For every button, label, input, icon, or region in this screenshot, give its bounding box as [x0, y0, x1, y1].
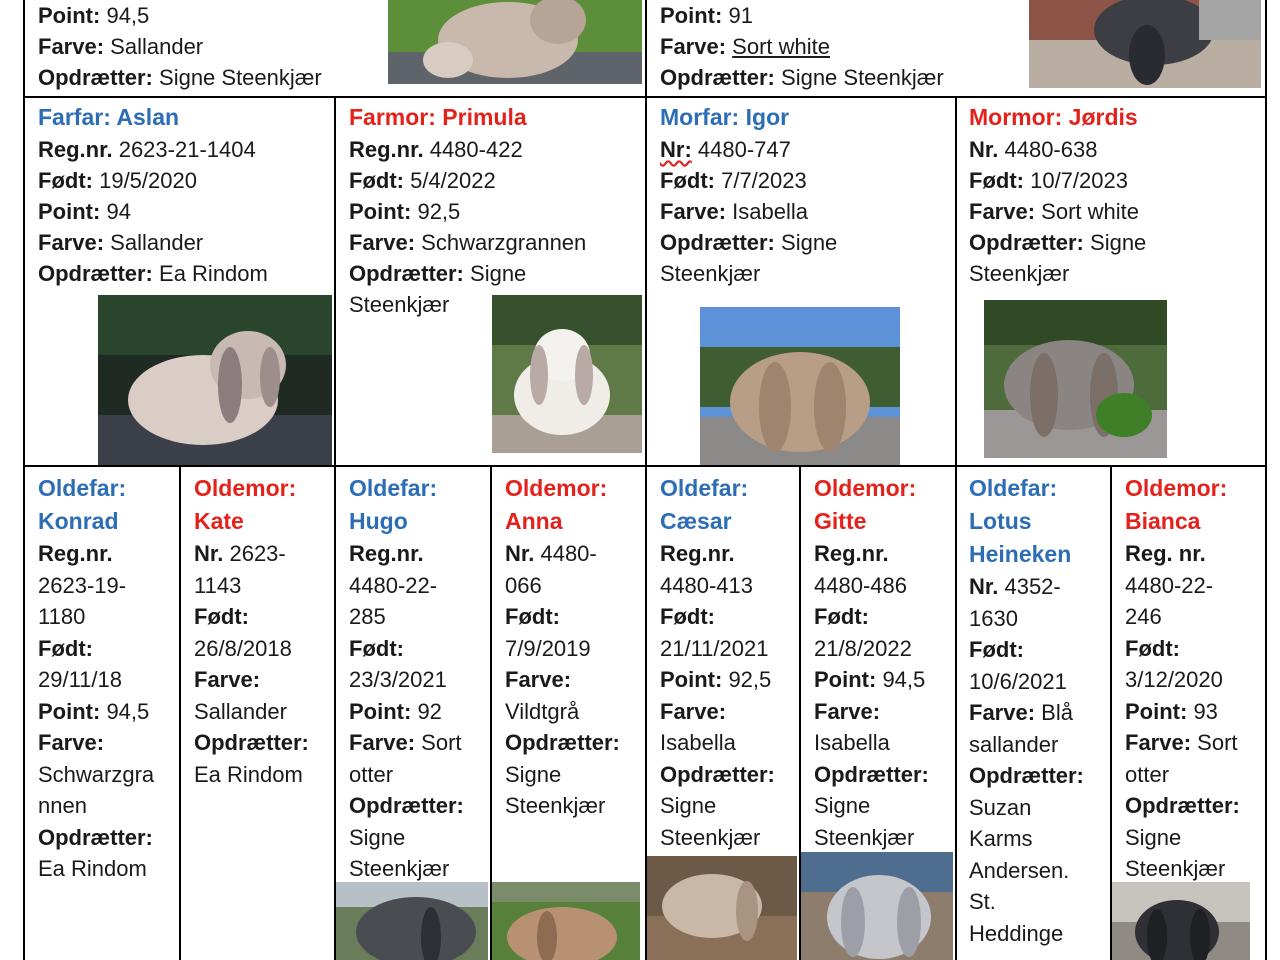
field-label: Opdrætter: [969, 230, 1084, 255]
rabbit-name: Bianca [1125, 508, 1201, 534]
field-value: Steenkjær [349, 856, 450, 881]
field-value: Sallander [194, 698, 287, 724]
rabbit-name: Kate [194, 508, 244, 534]
field-value: 1143 [194, 572, 242, 598]
field-value: 23/3/2021 [349, 667, 447, 692]
field-label: Opdrætter: [814, 761, 929, 787]
field-label: Nr. [194, 541, 224, 566]
field-value: Sort [415, 730, 462, 755]
field-value: 21/11/2021 [660, 635, 769, 661]
field-value: 26/8/2018 [194, 635, 292, 661]
rabbit-name: Hugo [349, 508, 408, 534]
rabbit-photo-bianca [1112, 882, 1250, 960]
field-label: Nr. [969, 574, 999, 599]
rabbit-photo-jordis [984, 300, 1167, 458]
rabbit-photo-anna [492, 882, 640, 960]
grid-line [955, 96, 957, 960]
field-value: 94 [106, 199, 131, 224]
opdraetter-label: Opdrætter: [38, 65, 153, 90]
field-value: St. [969, 889, 996, 914]
rabbit-photo-father [388, 0, 642, 84]
role-label: Farfar: [38, 104, 111, 130]
field-value: 285 [349, 604, 386, 629]
field-label: Opdrætter: [1125, 793, 1240, 818]
field-value: 94,5 [100, 698, 150, 724]
farve-value: Sort white [732, 34, 830, 59]
field-label: Farve: [505, 667, 572, 692]
field-label: Født: [660, 604, 715, 629]
farve-label: Farve: [38, 34, 105, 59]
farve-value: Sallander [110, 34, 204, 59]
field-value: Signe [505, 761, 562, 787]
field-label: Point: [1125, 698, 1188, 724]
opdraetter-value: Signe Steenkjær [781, 65, 944, 90]
field-label: Farve: [194, 667, 261, 692]
opdraetter-value: Signe Steenkjær [159, 65, 322, 90]
role-label: Oldefar: [969, 475, 1058, 501]
grid-line [645, 0, 647, 960]
field-value: Sort [1191, 730, 1238, 755]
field-label: Farve: [814, 698, 881, 724]
field-value: Suzan [969, 794, 1032, 820]
rabbit-name: Anna [505, 508, 563, 534]
grid-line [23, 0, 25, 960]
field-value: Steenkjær [1125, 856, 1226, 881]
field-value: Isabella [732, 199, 809, 224]
role-label: Mormor: [969, 104, 1063, 130]
field-value: Sort white [1041, 199, 1139, 224]
grid-line [179, 465, 181, 960]
field-label: Reg.nr. [38, 541, 113, 566]
field-value: 92 [411, 698, 442, 724]
grid-line [1265, 0, 1267, 960]
field-value: 4480-22- [1125, 572, 1214, 598]
grid-line [23, 465, 1267, 467]
field-label: Farve: [969, 700, 1036, 725]
field-value: otter [1125, 761, 1170, 787]
field-label: Farve: [38, 730, 105, 755]
field-value: Heddinge [969, 920, 1064, 946]
grandparent-farmor [349, 101, 586, 320]
field-value: Schwarzgrannen [421, 230, 587, 255]
field-value: 4480-22- [349, 572, 438, 598]
field-label: Født: [194, 604, 249, 629]
rabbit-photo-mother [1029, 0, 1261, 88]
rabbit-name: Primula [442, 104, 527, 130]
opdraetter-label: Opdrætter: [660, 65, 775, 90]
role-label: Farmor: [349, 104, 436, 130]
rabbit-name: Cæsar [660, 508, 732, 534]
grid-line [23, 96, 1267, 98]
field-value: 10/7/2023 [1030, 168, 1128, 193]
field-value: sallander [969, 731, 1059, 757]
field-label: Farve: [38, 230, 105, 255]
field-value: Signe [349, 824, 406, 850]
parent-father-info [38, 0, 322, 93]
field-value: Steenkjær [505, 793, 606, 818]
grid-line [334, 96, 336, 960]
point-label: Point: [660, 3, 723, 28]
field-label: Opdrætter: [660, 230, 775, 255]
field-label: Point: [349, 199, 412, 224]
field-value: 246 [1125, 604, 1162, 629]
rabbit-name: Gitte [814, 508, 867, 534]
rabbit-photo-hugo [336, 882, 488, 960]
field-label: Født: [505, 604, 560, 629]
great-grandparent-hugo [349, 472, 464, 885]
field-label: Født: [969, 637, 1024, 662]
field-value: 19/5/2020 [99, 168, 197, 193]
field-value: 4480-413 [660, 572, 753, 598]
field-value: 2623- [223, 541, 286, 566]
role-label: Oldefar: [38, 475, 127, 501]
field-label: Opdrætter: [38, 824, 153, 850]
rabbit-name: Jørdis [1068, 104, 1138, 130]
point-value: 94,5 [106, 3, 150, 28]
field-label: Nr. [505, 541, 535, 566]
field-value: 94,5 [876, 667, 926, 692]
field-value: 4480-486 [814, 572, 907, 598]
field-value: Ea Rindom [194, 761, 303, 787]
role-label: Oldemor: [1125, 475, 1228, 501]
point-label: Point: [38, 3, 101, 28]
role-label: Oldemor: [194, 475, 297, 501]
great-grandparent-anna [505, 472, 620, 822]
great-grandparent-gitte [814, 472, 929, 853]
field-value: Signe [781, 230, 838, 255]
field-value: Steenkjær [660, 824, 761, 850]
field-value: Steenkjær [660, 261, 761, 286]
field-value: 4480- [534, 541, 597, 566]
role-label: Oldefar: [349, 475, 438, 501]
field-value: Signe [1090, 230, 1147, 255]
field-label: Farve: [660, 199, 727, 224]
field-label: Farve: [349, 230, 416, 255]
field-value: 10/6/2021 [969, 668, 1067, 694]
field-value: Andersen. [969, 857, 1070, 883]
field-label: Point: [814, 667, 877, 692]
field-label: Point: [349, 698, 412, 724]
field-label: Opdrætter: [969, 763, 1084, 788]
role-label: Oldemor: [505, 475, 608, 501]
field-value: Isabella [814, 730, 890, 755]
field-value: 1630 [969, 605, 1018, 631]
rabbit-photo-igor [700, 307, 900, 465]
field-label: Reg.nr. [349, 541, 424, 566]
field-label: Farve: [660, 698, 727, 724]
field-value: 92,5 [417, 199, 461, 224]
field-value: Sallander [110, 230, 204, 255]
rabbit-name: Igor [745, 104, 790, 130]
field-value: otter [349, 761, 394, 787]
field-label: Point: [38, 698, 101, 724]
field-label: Farve: [349, 730, 416, 755]
field-value: Ea Rindom [159, 261, 268, 286]
field-label: Point: [38, 199, 101, 224]
field-label: Reg.nr. [814, 541, 889, 566]
field-value: Signe [660, 793, 717, 818]
field-value: 1180 [38, 604, 86, 629]
field-label: Født: [38, 168, 93, 193]
field-label: Født: [349, 168, 404, 193]
point-value: 91 [728, 3, 753, 28]
field-label: Nr. [969, 137, 999, 162]
rabbit-name: Konrad [38, 508, 119, 534]
field-value: Blå [1035, 700, 1073, 725]
field-value: nnen [38, 793, 87, 818]
rabbit-photo-gitte [801, 852, 953, 960]
rabbit-photo-caesar [647, 856, 797, 960]
field-label: Født: [969, 168, 1024, 193]
field-value: 3/12/2020 [1125, 667, 1223, 692]
field-value: Isabella [660, 730, 736, 755]
parent-mother-info [660, 0, 944, 93]
field-value: 2623-19- [38, 572, 127, 598]
field-value: Signe [470, 261, 527, 286]
field-value: Schwarzgra [38, 761, 155, 787]
field-value: 4480-747 [697, 137, 791, 162]
field-label: Opdrætter: [660, 761, 775, 787]
great-grandparent-caesar [660, 472, 775, 853]
rabbit-name: Aslan [116, 104, 180, 130]
field-value: 2623-21-1404 [118, 137, 256, 162]
field-label: Født: [814, 604, 869, 629]
field-label: Født: [1125, 635, 1180, 661]
rabbit-name: Lotus [969, 508, 1032, 534]
great-grandparent-lotus-heineken [969, 472, 1084, 949]
field-value: 4480-422 [429, 137, 523, 162]
grandparent-farfar [38, 101, 268, 289]
field-value: 92,5 [722, 667, 772, 692]
field-label: Født: [38, 635, 93, 661]
field-label: Nr: [660, 137, 692, 162]
role-label: Oldemor: [814, 475, 917, 501]
field-label: Opdrætter: [349, 261, 464, 286]
field-value: 29/11/18 [38, 667, 123, 692]
field-label: Reg. nr. [1125, 541, 1206, 566]
rabbit-photo-aslan [98, 295, 332, 465]
field-label: Opdrætter: [38, 261, 153, 286]
great-grandparent-konrad [38, 472, 154, 885]
field-value: 5/4/2022 [410, 168, 496, 193]
great-grandparent-bianca [1125, 472, 1240, 885]
field-label: Point: [660, 667, 723, 692]
field-value: Vildtgrå [505, 698, 580, 724]
field-value: Steenkjær [349, 292, 450, 317]
field-value: 7/7/2023 [721, 168, 807, 193]
great-grandparent-kate [194, 472, 309, 790]
field-value: 21/8/2022 [814, 635, 912, 661]
farve-label: Farve: [660, 34, 727, 59]
field-value: 7/9/2019 [505, 635, 591, 661]
field-value: Signe [1125, 824, 1182, 850]
field-value: 4352- [998, 574, 1061, 599]
field-label: Født: [349, 635, 404, 661]
grandparent-morfar [660, 101, 837, 289]
field-label: Opdrætter: [505, 730, 620, 755]
field-value: 066 [505, 572, 542, 598]
grandparent-mormor [969, 101, 1146, 289]
role-label: Morfar: [660, 104, 740, 130]
field-label: Født: [660, 168, 715, 193]
rabbit-photo-primula [492, 295, 642, 453]
field-value: Signe [814, 793, 871, 818]
field-label: Farve: [969, 199, 1036, 224]
field-value: Karms [969, 826, 1033, 851]
field-value: Steenkjær [969, 261, 1070, 286]
field-label: Reg.nr. [38, 137, 113, 162]
field-value: 4480-638 [1004, 137, 1098, 162]
field-value: Ea Rindom [38, 856, 147, 881]
role-label: Oldefar: [660, 475, 749, 501]
rabbit-name-2: Heineken [969, 541, 1072, 567]
field-label: Reg.nr. [660, 541, 735, 566]
field-label: Farve: [1125, 730, 1192, 755]
field-value: Steenkjær [814, 824, 915, 850]
field-value: 93 [1187, 698, 1218, 724]
field-label: Opdrætter: [194, 730, 309, 755]
field-label: Opdrætter: [349, 793, 464, 818]
field-label: Reg.nr. [349, 137, 424, 162]
